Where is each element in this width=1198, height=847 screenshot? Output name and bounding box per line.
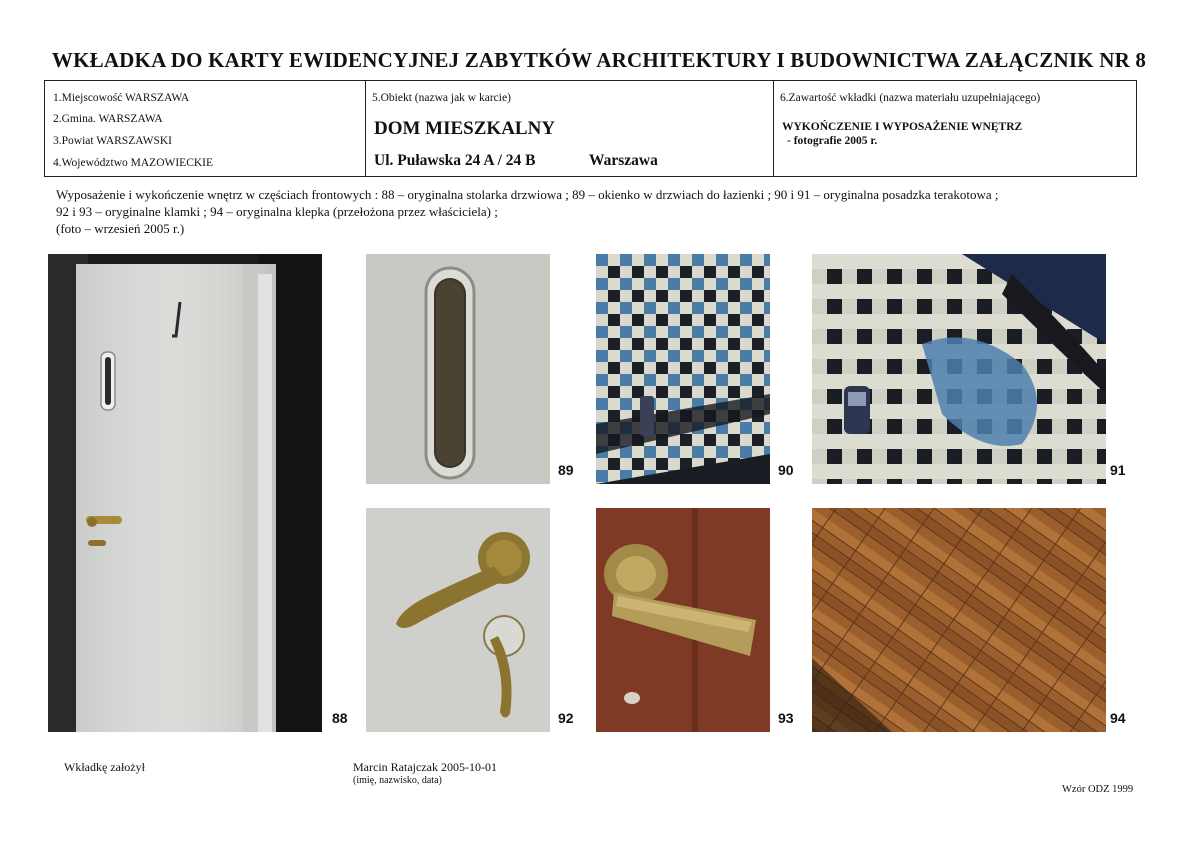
obiekt-address: Ul. Puławska 24 A / 24 B	[374, 152, 536, 169]
powiat-field: 3.Powiat WARSZAWSKI	[53, 135, 172, 147]
header-table	[44, 80, 1137, 177]
location-column	[45, 81, 366, 176]
document-title: WKŁADKA DO KARTY EWIDENCYJNEJ ZABYTKÓW ARCHITEKTURY I BUDOWNICTWA ZAŁĄCZNIK NR 8	[51, 48, 1147, 72]
installed-by-label: Wkładkę założył	[64, 760, 145, 774]
photo-92-door-handle	[366, 508, 550, 732]
author-signature: Marcin Ratajczak 2005-10-01	[353, 760, 497, 774]
form-template: Wzór ODZ 1999	[1062, 784, 1134, 795]
photo-94-number: 94	[1110, 710, 1126, 726]
wojewodztwo-field: 4.Województwo MAZOWIECKIE	[53, 157, 214, 169]
content-column	[773, 81, 1136, 176]
photo-89-door-window	[366, 254, 550, 484]
zawartosc-line1: WYKOŃCZENIE I WYPOSAŻENIE WNĘTRZ	[782, 121, 1023, 133]
photo-89-number: 89	[558, 462, 574, 478]
description-line-1: Wyposażenie i wykończenie wnętrz w częściach frontowych : 88 – oryginalna stolarka drzwiowa ; 89 – okienko w drzwiach do łazienki ; 90 i 91 – oryginalna posadzka terakotowa ;	[56, 187, 999, 202]
photo-88-number: 88	[332, 710, 348, 726]
obiekt-label: 5.Obiekt (nazwa jak w karcie)	[372, 92, 511, 104]
photo-90-tile-floor	[596, 254, 770, 484]
description-line-2: 92 i 93 – oryginalne klamki ; 94 – oryginalna klepka (przełożona przez właściciela) ;	[56, 204, 498, 219]
photo-88-door	[48, 254, 322, 732]
obiekt-name: DOM MIESZKALNY	[374, 118, 556, 139]
photo-92-number: 92	[558, 710, 574, 726]
miejscowosc-field: 1.Miejscowość WARSZAWA	[53, 92, 190, 104]
description	[56, 186, 1146, 237]
gmina-field: 2.Gmina. WARSZAWA	[53, 113, 163, 125]
photo-94-parquet	[812, 508, 1106, 732]
object-column	[365, 81, 774, 176]
zawartosc-line2: - fotografie 2005 r.	[787, 135, 878, 147]
photo-93-door-handle	[596, 508, 770, 732]
photo-90-number: 90	[778, 462, 794, 478]
photo-91-number: 91	[1110, 462, 1126, 478]
description-line-3: (foto – wrzesień 2005 r.)	[56, 221, 185, 236]
zawartosc-label: 6.Zawartość wkładki (nazwa materiału uzupełniającego)	[780, 92, 1041, 104]
author-caption: (imię, nazwisko, data)	[353, 775, 442, 786]
photo-91-tile-floor	[812, 254, 1106, 484]
photo-93-number: 93	[778, 710, 794, 726]
obiekt-city: Warszawa	[589, 152, 658, 169]
